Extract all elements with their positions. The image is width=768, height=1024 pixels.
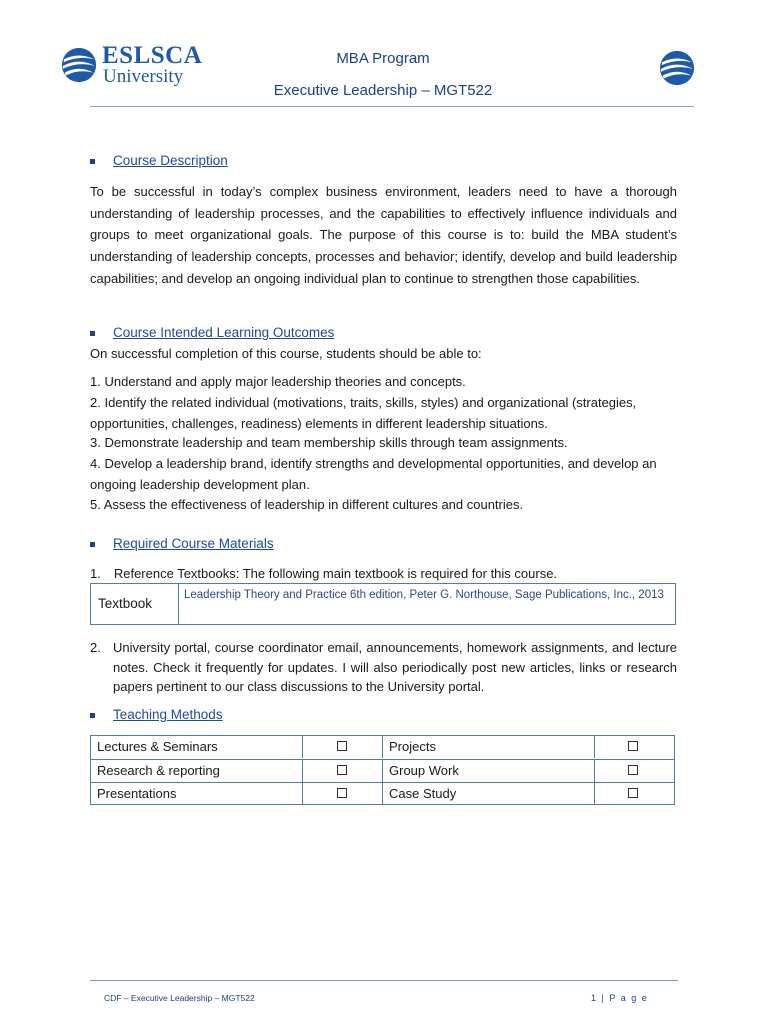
textbook-label: Textbook	[91, 584, 179, 624]
method-label: Group Work	[383, 760, 595, 782]
method-checkbox-cell	[595, 760, 674, 782]
checkbox-icon[interactable]	[628, 741, 638, 751]
method-label: Research & reporting	[91, 760, 303, 782]
checkbox-icon[interactable]	[628, 788, 638, 798]
section-title: Course Description	[113, 153, 228, 168]
section-title: Required Course Materials	[113, 536, 274, 551]
course-description-text: To be successful in today’s complex business environment, leaders need to have a thorough understanding of leadership processes, and the capabilities to effectively influence individuals and groups to meet organizational goals. The purpose of this course is to: build the MBA student’s understanding of leadership concepts, processes and behavior; identify, develop and build leadership capabilities; and develop an ongoing individual plan to continue to strengthen those capabilities.	[90, 184, 677, 286]
bullet-icon	[90, 159, 95, 164]
method-label: Projects	[383, 736, 595, 758]
checkbox-icon[interactable]	[628, 765, 638, 775]
bullet-icon	[90, 542, 95, 547]
textbook-value: Leadership Theory and Practice 6th edition, Peter G. Northouse, Sage Publications, Inc., 2013	[184, 589, 664, 601]
method-label: Case Study	[383, 783, 595, 805]
footer-doc-title: CDF – Executive Leadership – MGT522	[104, 993, 255, 1003]
table-row	[91, 736, 674, 758]
section-title: Teaching Methods	[113, 707, 223, 722]
outcome-item: 1. Understand and apply major leadership theories and concepts.	[90, 374, 466, 389]
section-course-description	[90, 153, 390, 173]
section-title: Course Intended Learning Outcomes	[113, 325, 335, 340]
course-title: Executive Leadership – MGT522	[273, 82, 493, 99]
checkbox-icon[interactable]	[337, 788, 347, 798]
outcome-item: 2. Identify the related individual (motivations, traits, skills, styles) and organizational (strategies, opportunities, challenges, readiness) elements in different leadership situations.	[90, 395, 637, 431]
materials-item-2-number: 2.	[90, 640, 101, 655]
materials-item-1: 1. Reference Textbooks: The following main textbook is required for this course.	[90, 566, 558, 581]
header-divider	[90, 106, 694, 107]
method-checkbox-cell	[303, 760, 383, 782]
textbook-table	[90, 583, 676, 625]
teaching-methods-table	[90, 735, 675, 805]
logo-name: ESLSCA	[102, 42, 203, 69]
bullet-icon	[90, 331, 95, 336]
outcome-item: 4. Develop a leadership brand, identify strengths and developmental opportunities, and develop an ongoing leadership development plan.	[90, 456, 657, 492]
outcome-item: 5. Assess the effectiveness of leadership in different cultures and countries.	[90, 497, 524, 512]
method-checkbox-cell	[303, 783, 383, 805]
logo-subname: University	[103, 66, 184, 87]
section-required-materials	[90, 536, 390, 556]
university-logo	[60, 42, 203, 92]
learning-outcomes-intro: On successful completion of this course, students should be able to:	[90, 346, 482, 361]
checkbox-icon[interactable]	[337, 741, 347, 751]
method-checkbox-cell	[303, 736, 383, 758]
section-learning-outcomes	[90, 325, 410, 345]
checkbox-icon[interactable]	[337, 765, 347, 775]
swoosh-logo-icon	[60, 46, 98, 84]
materials-item-2-text: University portal, course coordinator email, announcements, homework assignments, and lecture notes. Check it frequently for updates. I will also periodically post new articles, links or research papers pertinent to our class discussions to the University portal.	[113, 640, 677, 694]
method-label: Presentations	[91, 783, 303, 805]
page-number	[591, 993, 648, 1003]
table-row	[91, 782, 674, 805]
swoosh-logo-icon	[658, 49, 696, 87]
table-row	[91, 759, 674, 782]
section-teaching-methods	[90, 707, 390, 727]
method-checkbox-cell	[595, 736, 674, 758]
outcome-item: 3. Demonstrate leadership and team membership skills through team assignments.	[90, 435, 568, 450]
page-label: | P a g e	[601, 993, 649, 1003]
method-label: Lectures & Seminars	[91, 736, 303, 758]
method-checkbox-cell	[595, 783, 674, 805]
bullet-icon	[90, 713, 95, 718]
page-number-value: 1	[591, 993, 598, 1003]
program-title: MBA Program	[336, 50, 430, 67]
footer-divider	[90, 980, 678, 981]
